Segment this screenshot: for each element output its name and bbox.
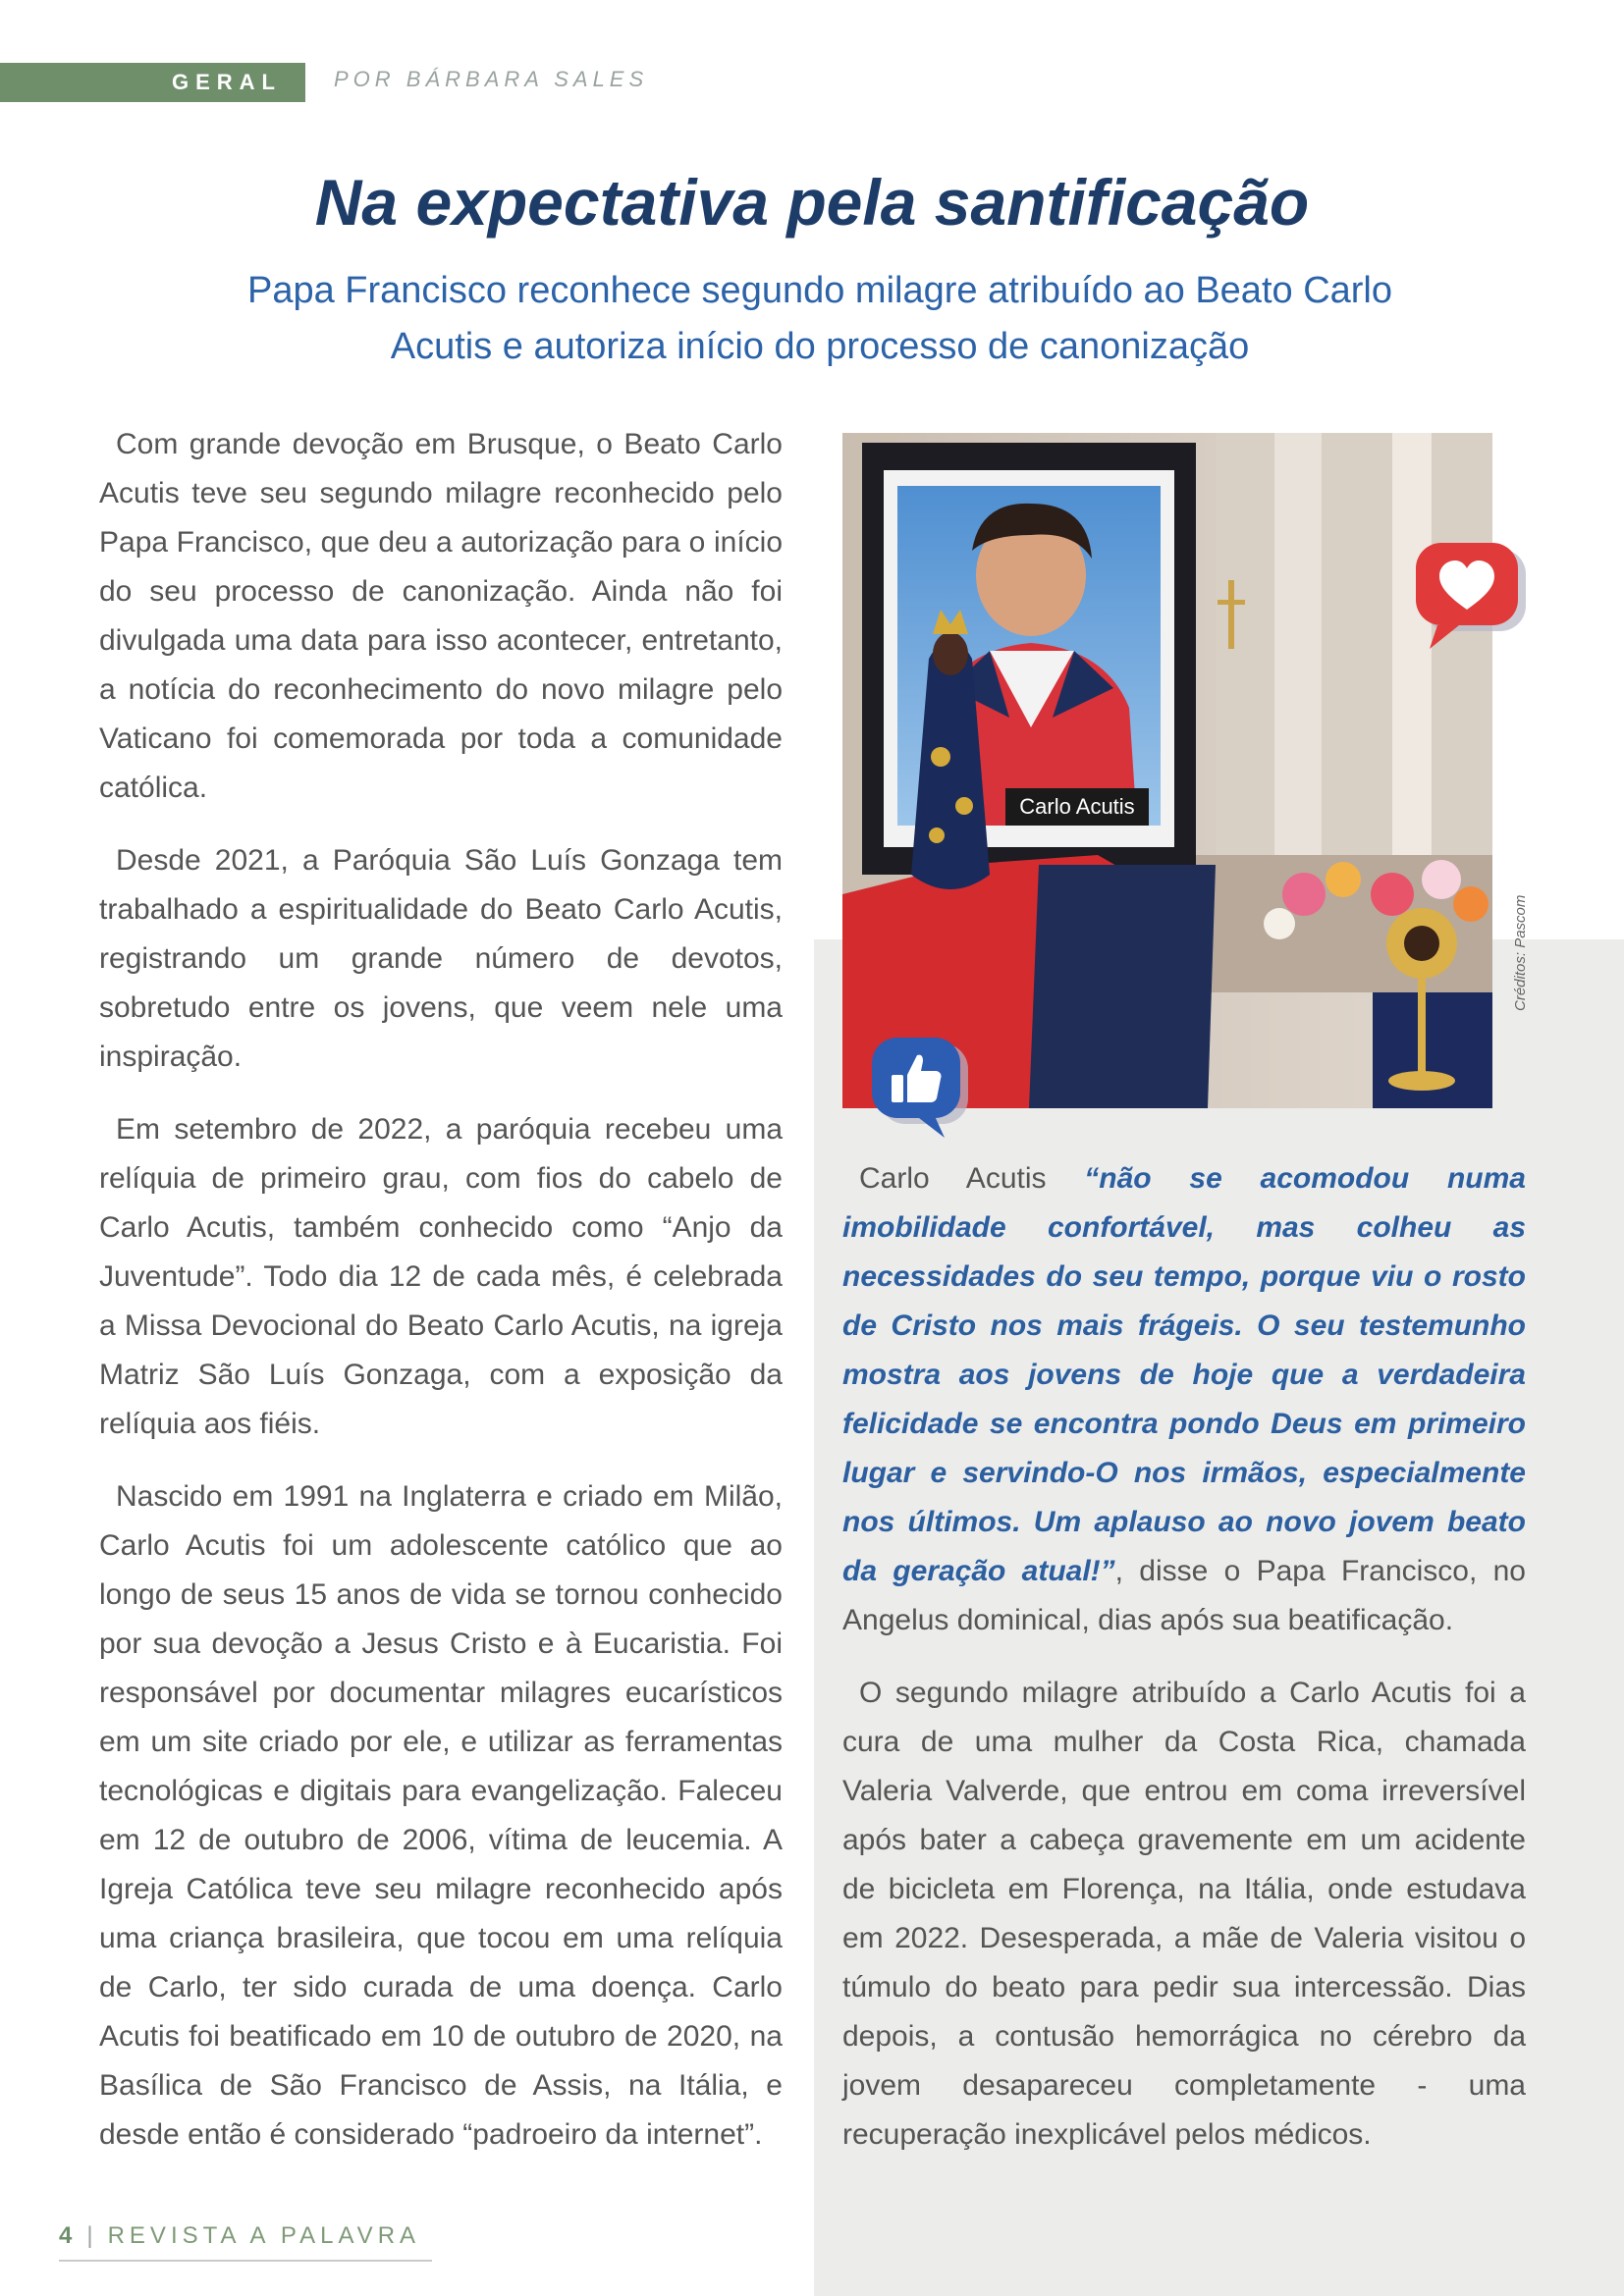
page-number: 4 <box>59 2222 78 2249</box>
page-footer: 4 | REVISTA A PALAVRA <box>59 2222 421 2249</box>
paragraph: Com grande devoção em Brusque, o Beato Carlo Acutis teve seu segundo milagre reconhecido pelo Papa Francisco, que deu a autorização para o início do seu processo de canonização. Ainda não foi divulgada uma data para isso acontecer, entretanto, a notícia do reconhecimento do novo milagre pelo Vaticano foi comemorada por toda a comunidade católica. <box>99 428 783 804</box>
section-label: GERAL <box>172 70 282 94</box>
quote-tail: , disse o Papa Francisco, no Angelus dominical, dias após sua beatificação. <box>842 1555 1526 1636</box>
photo-credit: Créditos: Pascom <box>1512 894 1529 1011</box>
photo-caption-plate: Carlo Acutis <box>1019 794 1135 819</box>
publication-name: REVISTA A PALAVRA <box>107 2222 421 2249</box>
paragraph: O segundo milagre atribuído a Carlo Acutis foi a cura de uma mulher da Costa Rica, chamada Valeria Valverde, que entrou em coma irreversível após bater a cabeça gravemente em um acidente de bicicleta em Florença, na Itália, onde estudava em 2022. Desesperada, a mãe de Valeria visitou o túmulo do beato para pedir sua intercessão. Dias depois, a contusão hemorrágica no cérebro da jovem desapareceu completamente - uma recuperação inexplicável pelos médicos. <box>842 1677 1526 2151</box>
paragraph: Desde 2021, a Paróquia São Luís Gonzaga tem trabalhado a espiritualidade do Beato Carlo Acutis, registrando um grande número de devotos, sobretudo entre os jovens, que veem nele uma inspiração. <box>99 844 783 1073</box>
thumbs-up-reaction-icon <box>866 1034 972 1142</box>
pope-quote: “não se acomodou numa imobilidade confortável, mas colheu as necessidades do seu tempo, porque viu o rosto de Cristo nos mais frágeis. O seu testemunho mostra aos jovens de hoje que a verdadeira felicidade se encontra pondo Deus em primeiro lugar e servindo-O nos irmãos, especialmente nos últimos. Um aplauso ao novo jovem beato da geração atual!” <box>842 1162 1526 1587</box>
quote-paragraph <box>842 1154 1526 1645</box>
left-column <box>99 420 783 2183</box>
quote-lead: Carlo Acutis <box>859 1162 1085 1195</box>
right-column <box>842 1154 1526 2183</box>
article-photo <box>842 433 1492 1108</box>
paragraph: Em setembro de 2022, a paróquia recebeu uma relíquia de primeiro grau, com fios do cabelo de Carlo Acutis, também conhecido como “Anjo da Juventude”. Todo dia 12 de cada mês, é celebrada a Missa Devocional do Beato Carlo Acutis, na igreja Matriz São Luís Gonzaga, com a exposição da relíquia aos fiéis. <box>99 1113 783 1440</box>
article-title: Na expectativa pela santificação <box>314 166 1310 239</box>
section-bar <box>0 63 305 102</box>
footer-divider <box>59 2260 432 2262</box>
author-byline: POR BÁRBARA SALES <box>334 67 649 91</box>
heart-reaction-icon <box>1408 539 1536 657</box>
paragraph: Nascido em 1991 na Inglaterra e criado em Milão, Carlo Acutis foi um adolescente católico que ao longo de seus 15 anos de vida se tornou conhecido por sua devoção a Jesus Cristo e à Eucaristia. Foi responsável por documentar milagres eucarísticos em um site criado por ele, e utilizar as ferramentas tecnológicas e digitais para evangelização. Faleceu em 12 de outubro de 2006, vítima de leucemia. A Igreja Católica teve seu milagre reconhecido após uma criança brasileira, que tocou em uma relíquia de Carlo, ter sido curada de uma doença. Carlo Acutis foi beatificado em 10 de outubro de 2020, na Basílica de São Francisco de Assis, na Itália, e desde então é considerado “padroeiro da internet”. <box>99 1480 783 2151</box>
article-subtitle: Papa Francisco reconhece segundo milagre atribuído ao Beato Carlo Acutis e autoriza início do processo de canonização <box>246 270 1393 367</box>
